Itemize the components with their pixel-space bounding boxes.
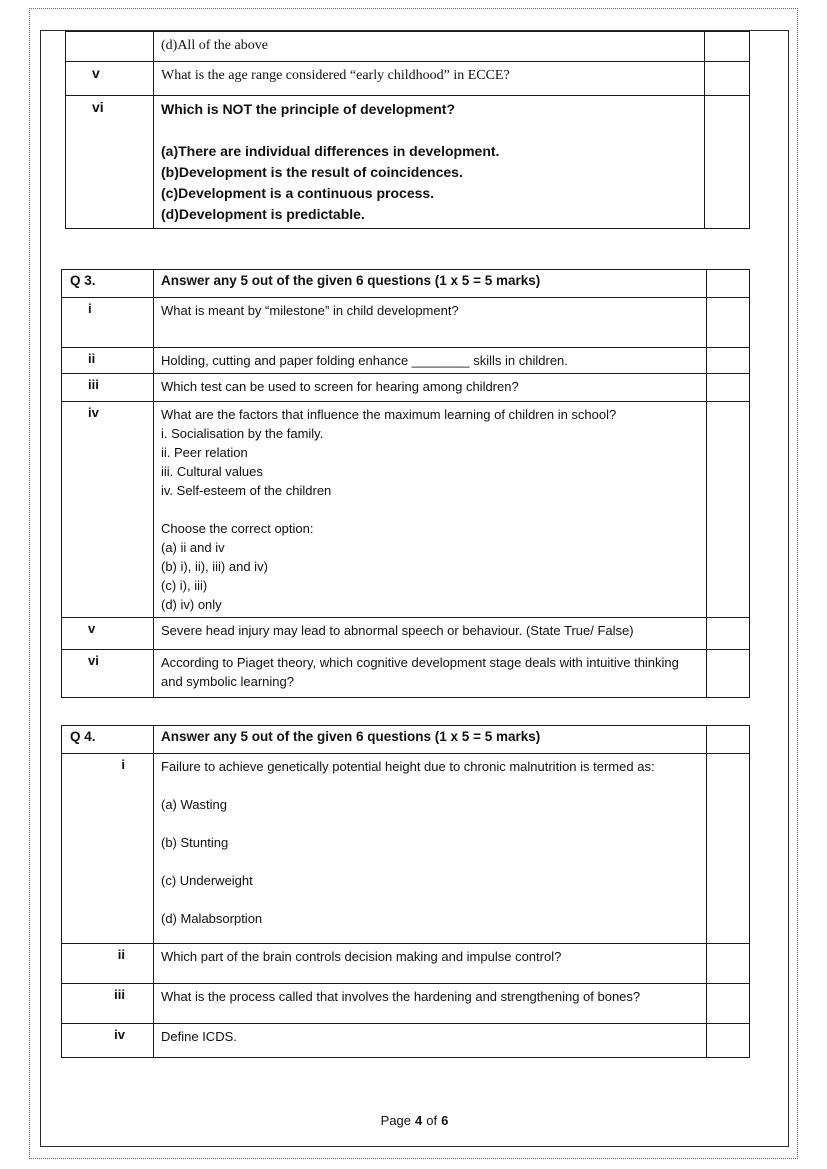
question-line: (b) i), ii), iii) and iv) <box>161 559 268 574</box>
question-number-cell: iv <box>62 402 154 618</box>
question-line <box>161 890 699 909</box>
question-line: ii. Peer relation <box>161 445 248 460</box>
question-line <box>161 814 699 833</box>
question-line: Choose the correct option: <box>161 521 314 536</box>
marks-cell <box>707 754 750 944</box>
section-header-row <box>62 726 750 754</box>
marks-cell <box>707 270 750 298</box>
section-header-row <box>62 270 750 298</box>
marks-cell <box>707 618 750 650</box>
question-number-cell: vi <box>62 650 154 698</box>
marks-cell <box>705 96 750 229</box>
question-line: (a) ii and iv <box>161 540 225 555</box>
question-number-cell <box>66 32 154 62</box>
total-pages: 6 <box>441 1113 449 1128</box>
question-number-cell: iii <box>62 984 154 1024</box>
marks-cell <box>707 726 750 754</box>
marks-cell <box>707 650 750 698</box>
section-instruction: Answer any 5 out of the given 6 questions (1 x 5 = 5 marks) <box>154 270 707 298</box>
question-line: According to Piaget theory, which cognitive development stage deals with intuitive thinking and symbolic learning? <box>161 655 679 689</box>
question-line: What is meant by “milestone” in child development? <box>161 303 459 318</box>
page-footer-label: Page <box>380 1113 412 1128</box>
q3-table <box>61 269 750 698</box>
question-cell <box>154 96 705 229</box>
page-number: 4 <box>415 1113 423 1128</box>
question-line: i. Socialisation by the family. <box>161 426 324 441</box>
question-line: (c) i), iii) <box>161 578 208 593</box>
question-line <box>161 852 699 871</box>
question-line: (a) Wasting <box>161 797 227 812</box>
question-number-cell: ii <box>62 348 154 374</box>
table-row <box>62 944 750 984</box>
question-cell <box>154 754 707 944</box>
table-row <box>62 618 750 650</box>
page-content-area <box>40 30 789 1147</box>
question-line: Which part of the brain controls decision making and impulse control? <box>161 949 562 964</box>
table-row <box>62 402 750 618</box>
question-number-cell: i <box>62 298 154 348</box>
marks-cell <box>707 298 750 348</box>
table-row <box>62 298 750 348</box>
question-line: (d) iv) only <box>161 597 222 612</box>
marks-cell <box>707 348 750 374</box>
question-cell <box>154 1024 707 1058</box>
page-footer <box>41 1113 788 1128</box>
section-label: Q 3. <box>62 270 154 298</box>
table-row <box>66 32 750 62</box>
question-line: (d)All of the above <box>161 38 268 53</box>
question-cell <box>154 298 707 348</box>
marks-cell <box>707 402 750 618</box>
table-row <box>62 374 750 402</box>
table-row <box>66 96 750 229</box>
question-cell <box>154 944 707 984</box>
question-line: Which is NOT the principle of development? <box>161 101 456 117</box>
question-cell <box>154 650 707 698</box>
question-cell <box>154 402 707 618</box>
marks-cell <box>705 62 750 96</box>
question-line: (c) Underweight <box>161 873 253 888</box>
page-footer-of: of <box>426 1113 438 1128</box>
question-line: (b) Stunting <box>161 835 229 850</box>
question-line <box>161 776 699 795</box>
question-line: iv. Self-esteem of the children <box>161 483 332 498</box>
question-line <box>161 500 699 519</box>
question-line: Failure to achieve genetically potential height due to chronic malnutrition is termed as: <box>161 759 655 774</box>
table-row <box>66 62 750 96</box>
table-row <box>62 650 750 698</box>
question-line: (d) Malabsorption <box>161 911 263 926</box>
section-instruction: Answer any 5 out of the given 6 questions (1 x 5 = 5 marks) <box>154 726 707 754</box>
question-line: (b)Development is the result of coincidences. <box>161 164 463 180</box>
question-line: What is the age range considered “early childhood” in ECCE? <box>161 68 510 83</box>
question-line <box>161 120 697 141</box>
question-cell <box>154 618 707 650</box>
table-spacer <box>41 229 788 269</box>
question-number-cell: i <box>62 754 154 944</box>
question-cell <box>154 374 707 402</box>
question-line: Which test can be used to screen for hearing among children? <box>161 379 519 394</box>
question-line: Holding, cutting and paper folding enhance ________ skills in children. <box>161 353 568 368</box>
table-row <box>62 1024 750 1058</box>
question-number-cell: ii <box>62 944 154 984</box>
marks-cell <box>707 1024 750 1058</box>
q4-table <box>61 725 750 1058</box>
question-number-cell: v <box>66 62 154 96</box>
question-line: What is the process called that involves the hardening and strengthening of bones? <box>161 989 641 1004</box>
question-cell <box>154 32 705 62</box>
question-number-cell: v <box>62 618 154 650</box>
question-line: iii. Cultural values <box>161 464 263 479</box>
table-row <box>62 984 750 1024</box>
question-number-cell: iv <box>62 1024 154 1058</box>
question-number-cell: vi <box>66 96 154 229</box>
question-cell <box>154 984 707 1024</box>
marks-cell <box>707 944 750 984</box>
question-line: (c)Development is a continuous process. <box>161 185 435 201</box>
question-number-cell: iii <box>62 374 154 402</box>
question-line: (d)Development is predictable. <box>161 206 365 222</box>
marks-cell <box>705 32 750 62</box>
question-line: What are the factors that influence the maximum learning of children in school? <box>161 407 617 422</box>
question-line: (a)There are individual differences in development. <box>161 143 500 159</box>
question-line: Severe head injury may lead to abnormal speech or behaviour. (State True/ False) <box>161 623 634 638</box>
table-row <box>62 348 750 374</box>
table-row <box>62 754 750 944</box>
marks-cell <box>707 374 750 402</box>
table-spacer <box>41 698 788 725</box>
section-label: Q 4. <box>62 726 154 754</box>
table-continued <box>65 31 750 229</box>
question-line: Define ICDS. <box>161 1029 237 1044</box>
question-cell <box>154 62 705 96</box>
marks-cell <box>707 984 750 1024</box>
question-cell <box>154 348 707 374</box>
